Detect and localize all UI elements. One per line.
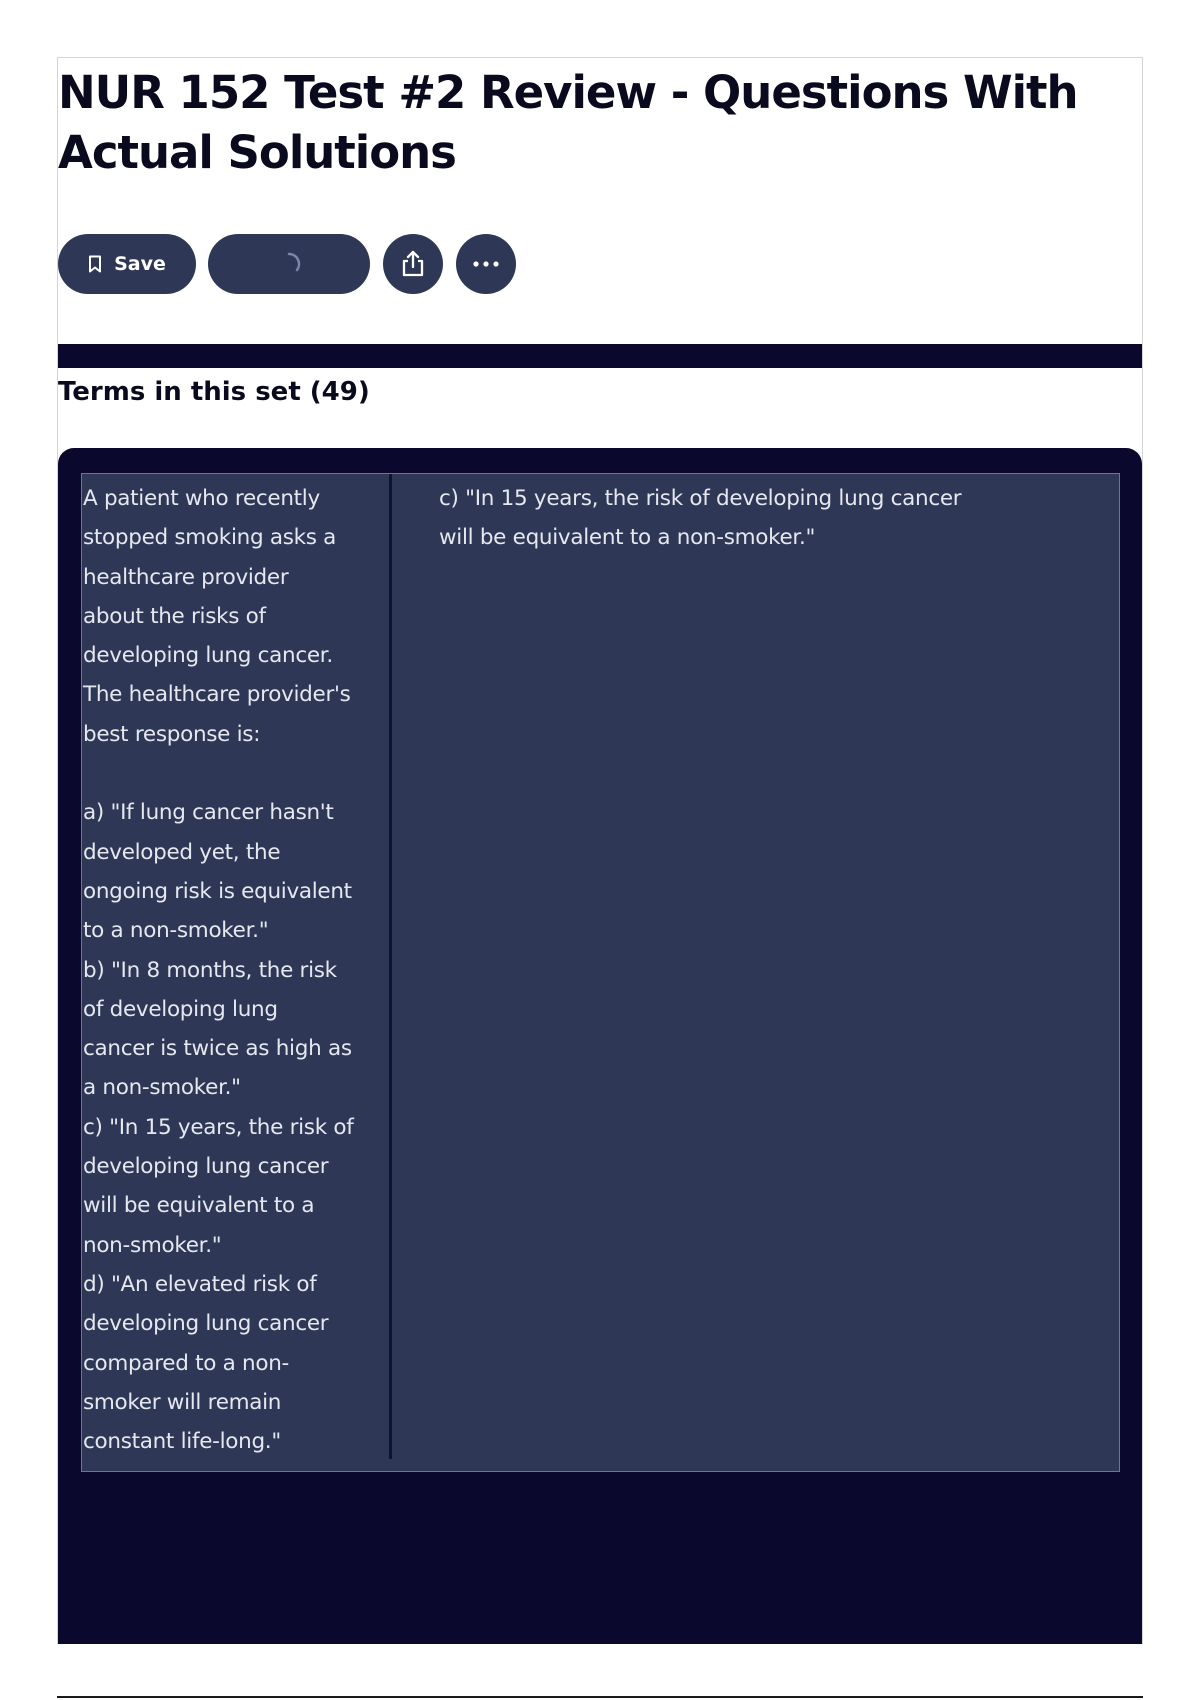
more-horizontal-icon — [472, 260, 500, 268]
save-button[interactable] — [58, 234, 196, 294]
flashcard-term — [82, 474, 392, 1459]
term-text: A patient who recently stopped smoking asks a healthcare provider about the risks of developing lung cancer. The healthcare provider's best response is: a) "If lung cancer hasn't developed yet, the ongoing risk is equivalent to a non-smoker." b) "In 8 months, the risk of developing lung cancer is twice as high as a non-smoker." c) "In 15 years, the risk of developing lung cancer will be equivalent to a non-smoker." d) "An elevated risk of developing lung cancer compared to a non- smoker will remain constant life-long." — [83, 486, 354, 1455]
spinner-icon — [276, 251, 302, 277]
section-divider — [58, 344, 1142, 368]
flashcard-row[interactable] — [81, 473, 1120, 1472]
terms-count-heading: Terms in this set (49) — [58, 377, 370, 407]
study-set-page — [57, 57, 1143, 1644]
terms-panel — [58, 448, 1142, 1644]
loading-button[interactable] — [208, 234, 370, 294]
action-toolbar — [58, 234, 516, 294]
bookmark-icon — [88, 255, 102, 273]
page-bottom-rule — [57, 1696, 1143, 1698]
share-icon — [400, 250, 426, 278]
flashcard-definition — [439, 479, 999, 558]
page-title: NUR 152 Test #2 Review - Questions With Actual Solutions — [58, 66, 1078, 179]
share-button[interactable] — [383, 234, 443, 294]
more-options-button[interactable] — [456, 234, 516, 294]
definition-text: c) "In 15 years, the risk of developing lung cancer will be equivalent to a non-smoker." — [439, 486, 962, 551]
save-button-label: Save — [114, 253, 166, 275]
